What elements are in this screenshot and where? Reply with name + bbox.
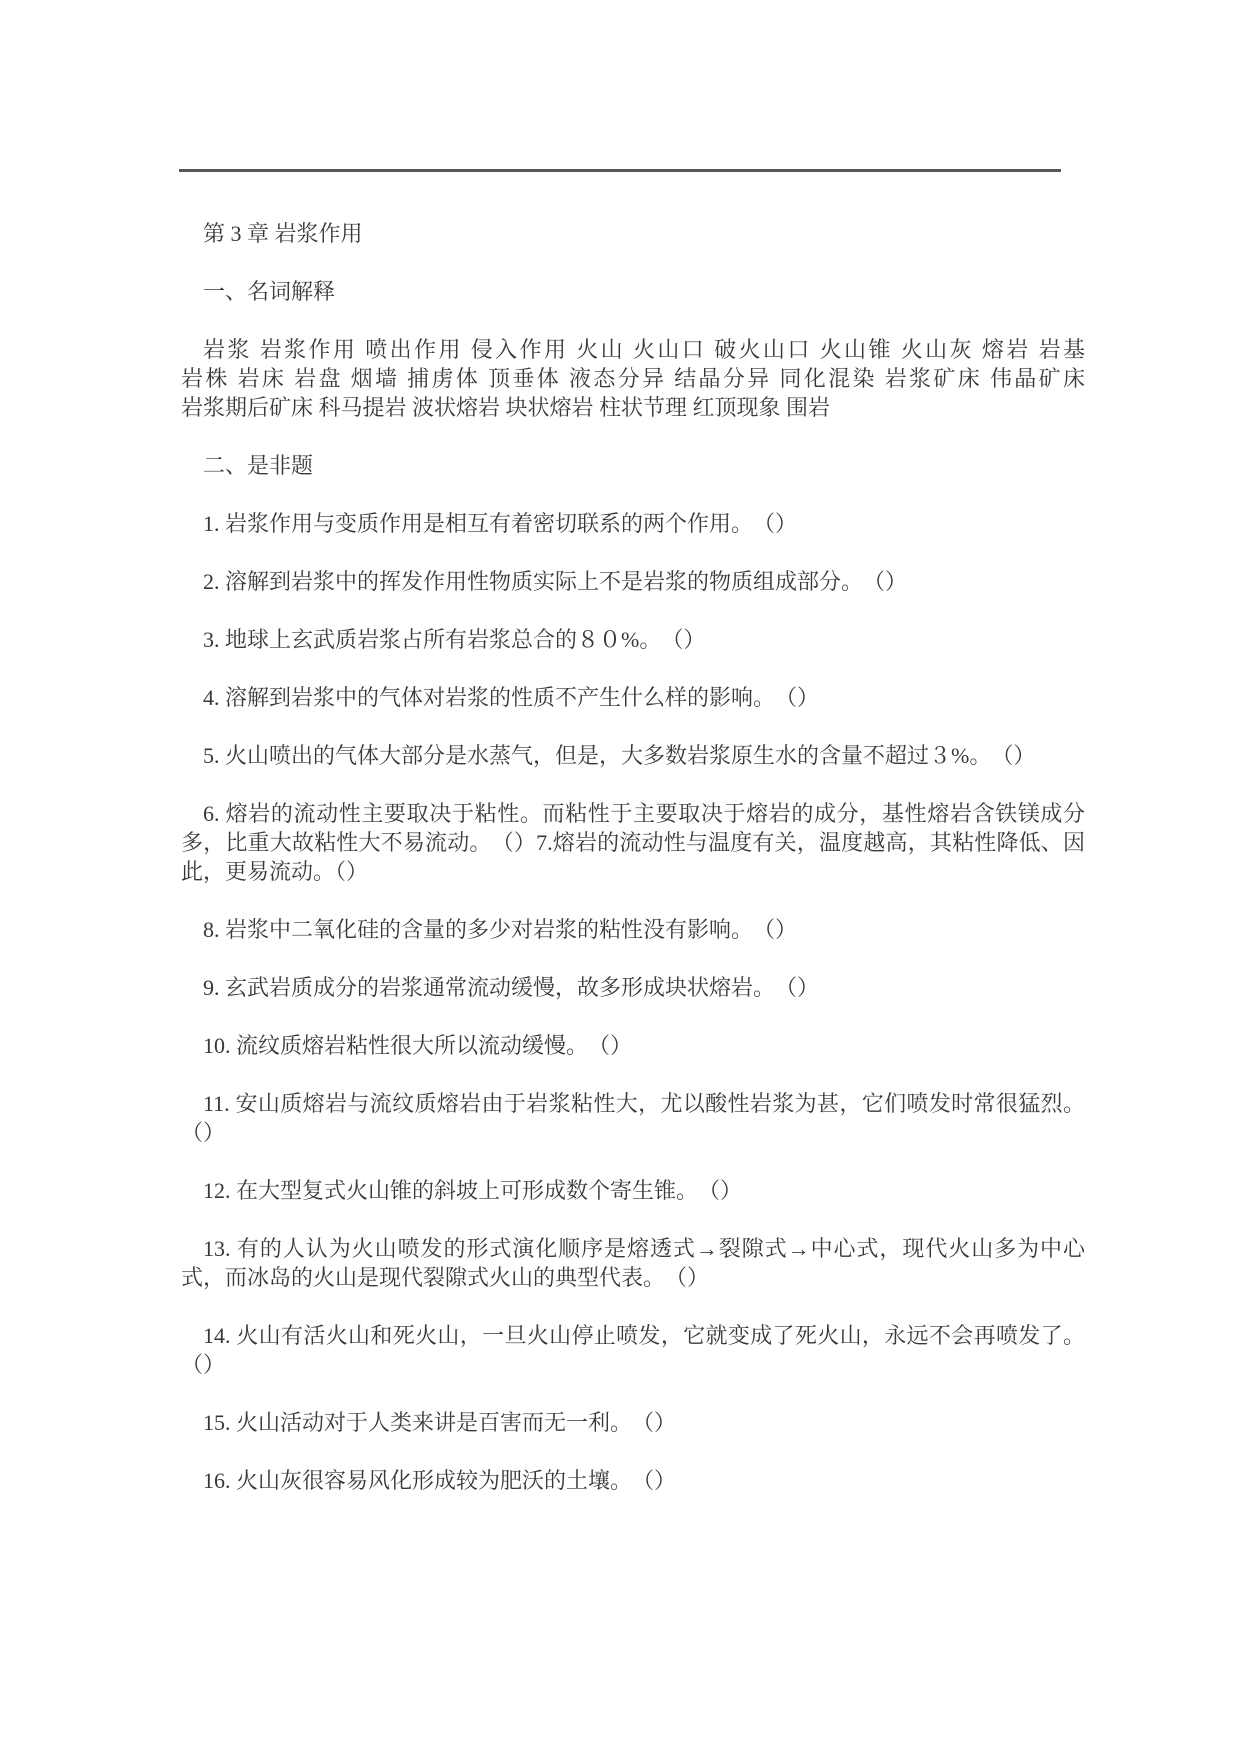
- document-page: [181, 219, 1085, 1524]
- question-item: 12. 在大型复式火山锥的斜坡上可形成数个寄生锥。 （）: [203, 1178, 743, 1203]
- question-item: 8. 岩浆中二氧化硅的含量的多少对岩浆的粘性没有影响。 （）: [203, 917, 798, 942]
- question-item: 15. 火山活动对于人类来讲是百害而无一利。 （）: [203, 1410, 677, 1435]
- question-item: 16. 火山灰很容易风化形成较为肥沃的土壤。 （）: [203, 1468, 677, 1493]
- question-item: 10. 流纹质熔岩粘性很大所以流动缓慢。 （）: [203, 1033, 633, 1058]
- question-item: 4. 溶解到岩浆中的气体对岩浆的性质不产生什么样的影响。 （）: [203, 685, 820, 710]
- section-heading-terms: 一、名词解释: [203, 279, 336, 304]
- header-rule: [179, 169, 1061, 172]
- terms-paragraph: [181, 335, 1085, 422]
- page-title: 第 3 章 岩浆作用: [203, 221, 363, 246]
- terms-line: 岩浆 岩浆作用 喷出作用 侵入作用 火山 火山口 破火山口 火山锥 火山灰 熔岩 岩基: [203, 337, 1085, 362]
- section-heading-truefalse: 二、是非题: [203, 453, 314, 478]
- terms-line: 岩株 岩床 岩盘 烟墙 捕虏体 顶垂体 液态分异 结晶分异 同化混染 岩浆矿床 伟晶矿床: [181, 366, 1085, 391]
- question-item: 3. 地球上玄武质岩浆占所有岩浆总合的８０%。 （）: [203, 627, 706, 652]
- terms-line: 岩浆期后矿床 科马提岩 波状熔岩 块状熔岩 柱状节理 红顶现象 围岩: [181, 395, 831, 420]
- question-item: 13. 有的人认为火山喷发的形式演化顺序是熔透式→裂隙式→中心式，现代火山多为中心式，而冰岛的火山是现代裂隙式火山的典型代表。 （）: [181, 1236, 1085, 1290]
- question-item: 6. 熔岩的流动性主要取决于粘性。而粘性于主要取决于熔岩的成分，基性熔岩含铁镁成分多，比重大故粘性大不易流动。 （）7.熔岩的流动性与温度有关，温度越高，其粘性降低、因此，更易流动。（）: [181, 801, 1085, 884]
- question-item: 14. 火山有活火山和死火山，一旦火山停止喷发，它就变成了死火山，永远不会再喷发了。（）: [181, 1323, 1085, 1377]
- questions-list: [181, 509, 1085, 1495]
- question-item: 1. 岩浆作用与变质作用是相互有着密切联系的两个作用。 （）: [203, 511, 798, 536]
- question-item: 9. 玄武岩质成分的岩浆通常流动缓慢，故多形成块状熔岩。 （）: [203, 975, 820, 1000]
- question-item: 5. 火山喷出的气体大部分是水蒸气，但是，大多数岩浆原生水的含量不超过３%。 （）: [203, 743, 1036, 768]
- question-item: 2. 溶解到岩浆中的挥发作用性物质实际上不是岩浆的物质组成部分。 （）: [203, 569, 908, 594]
- question-item: 11. 安山质熔岩与流纹质熔岩由于岩浆粘性大，尤以酸性岩浆为甚，它们喷发时常很猛烈。（）: [181, 1091, 1085, 1145]
